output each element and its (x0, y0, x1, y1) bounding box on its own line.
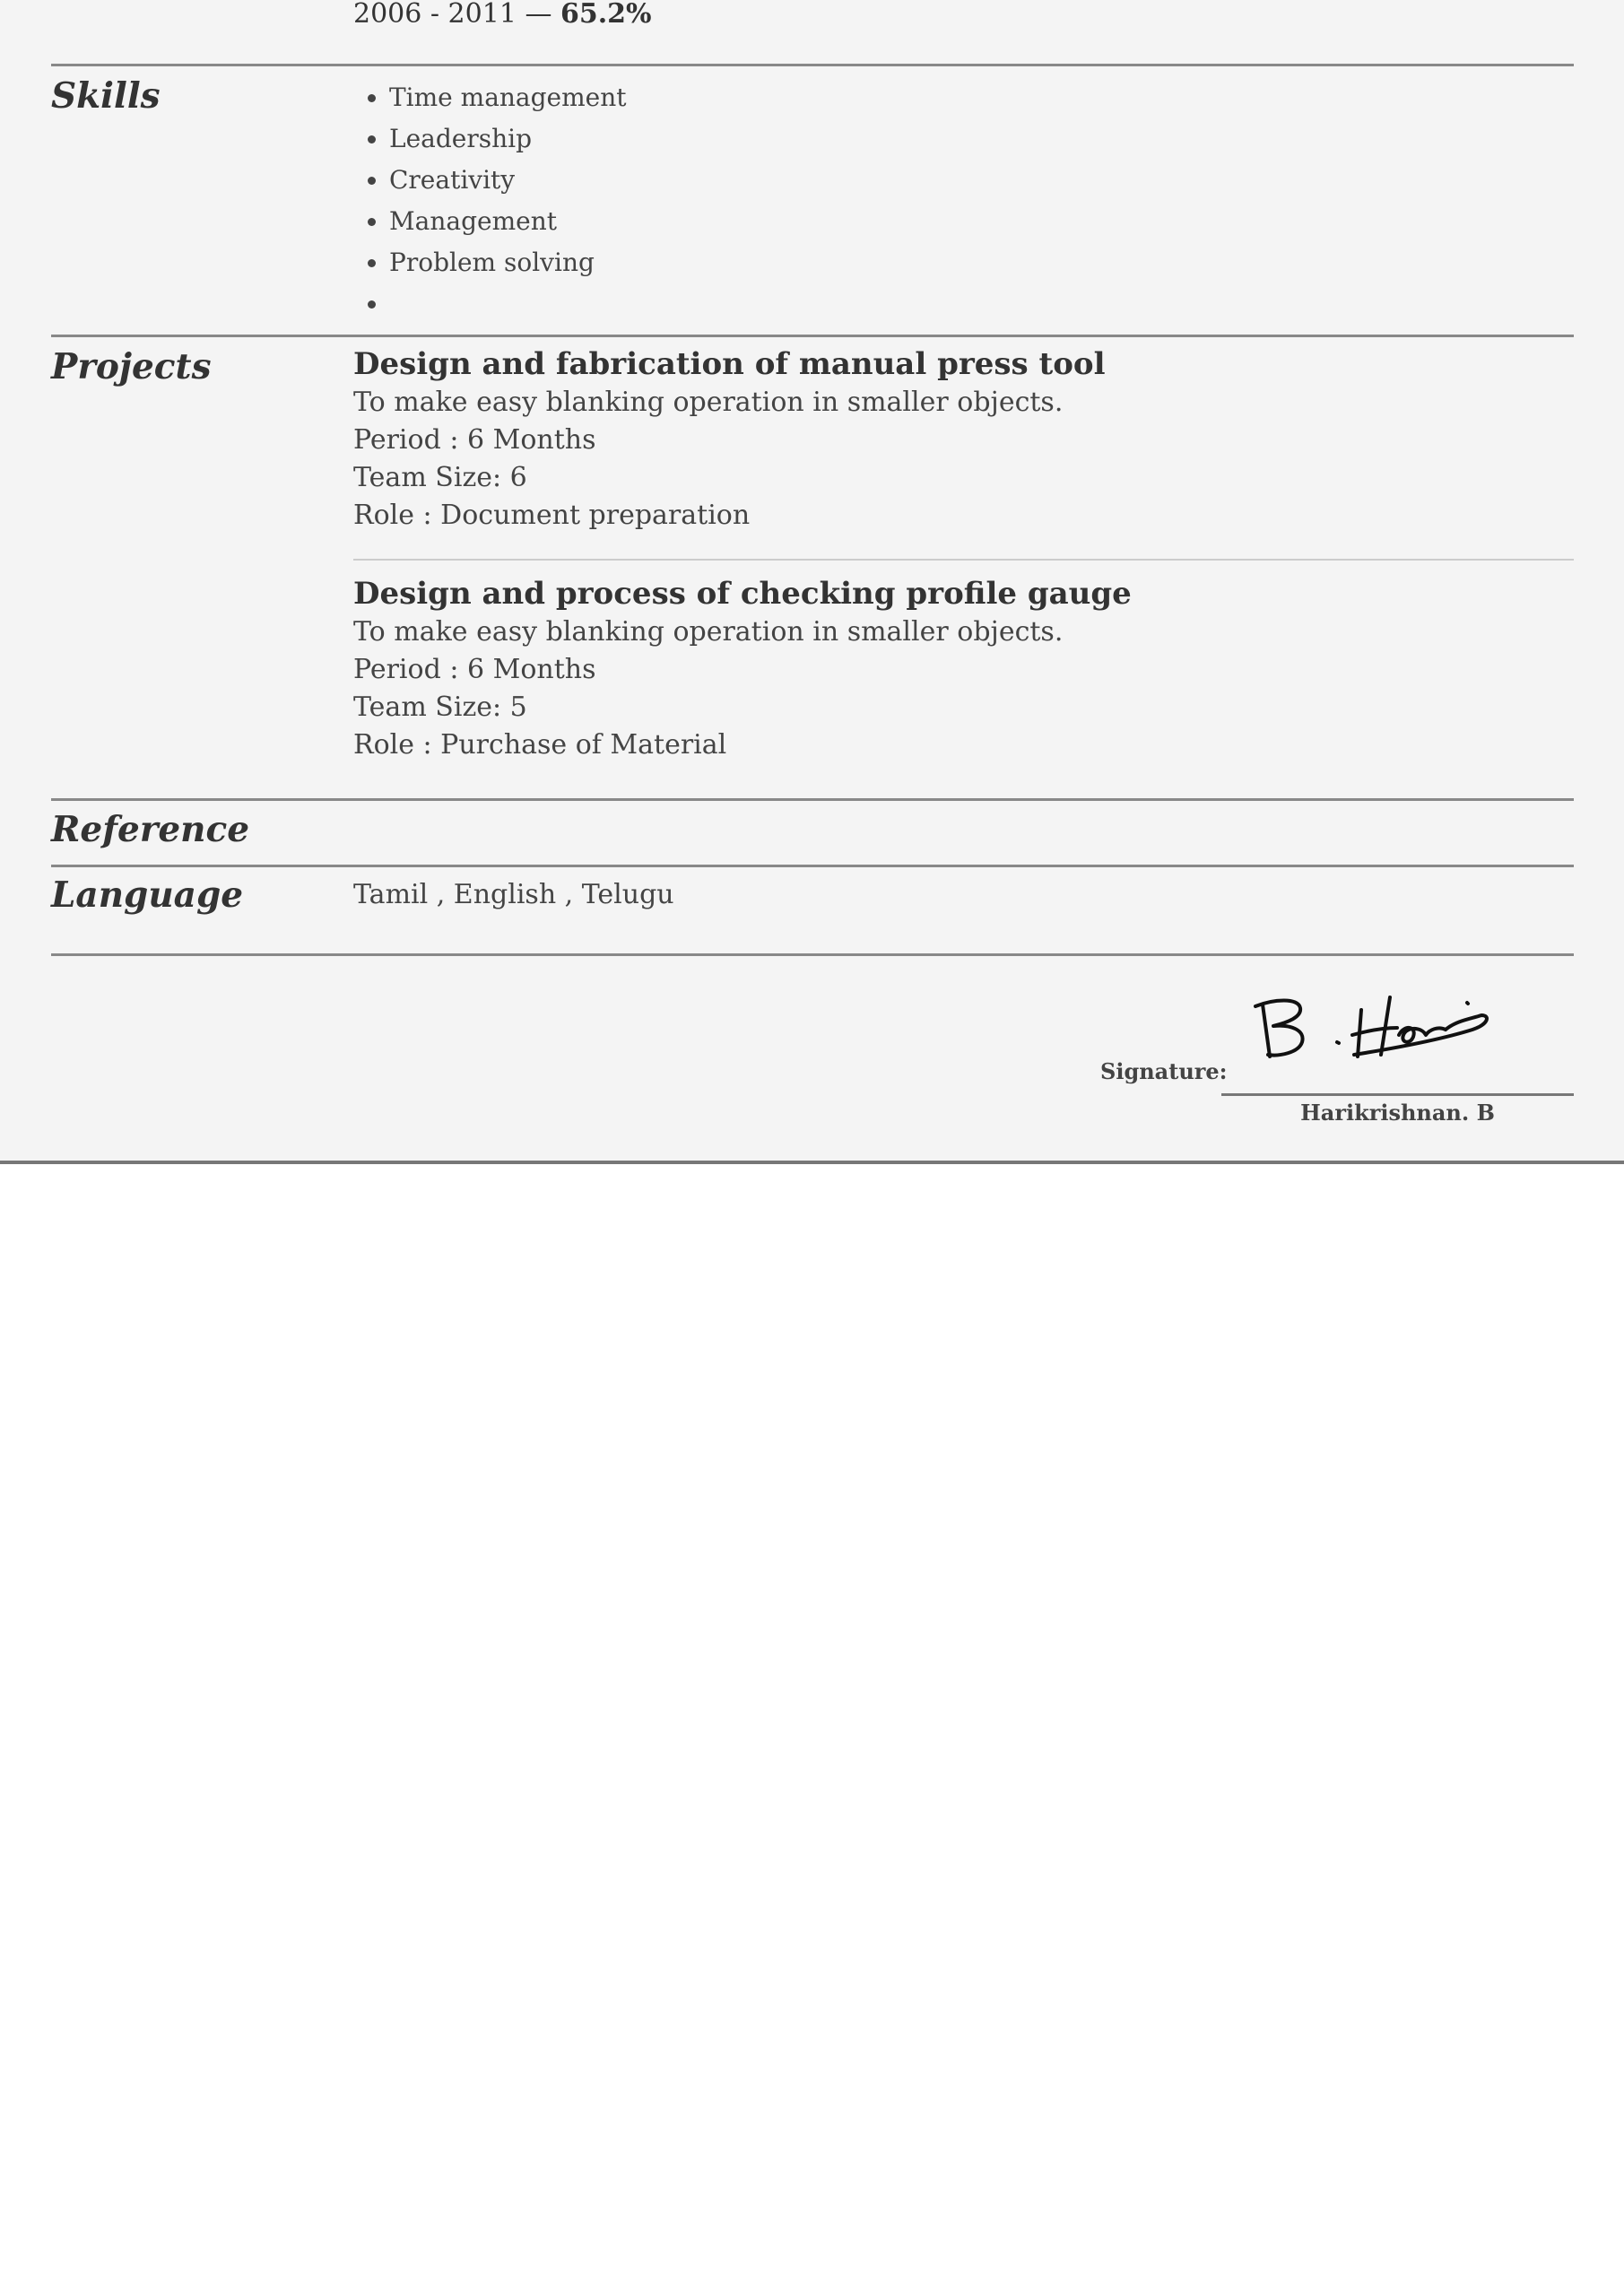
project-divider (353, 559, 1574, 561)
section-title-language: Language (51, 874, 244, 916)
project-name: Design and fabrication of manual press tool (353, 346, 1106, 382)
section-title-projects: Projects (51, 346, 212, 387)
project-description: To make easy blanking operation in smaller objects. (353, 616, 1064, 648)
language-list: Tamil , English , Telugu (353, 879, 674, 910)
project-name: Design and process of checking profile gauge (353, 576, 1132, 612)
section-divider (51, 953, 1574, 956)
section-divider (51, 335, 1574, 337)
skill-item: • Creativity (389, 160, 627, 201)
project-period: Period : 6 Months (353, 654, 596, 685)
section-divider (51, 798, 1574, 801)
signature-name: Harikrishnan. B (1300, 1100, 1495, 1126)
signature-line (1221, 1093, 1574, 1096)
signature-label: Signature: (1100, 1058, 1228, 1084)
signature-image (1246, 985, 1498, 1065)
education-years-score (353, 0, 652, 32)
education-years: 2006 - 2011 — (353, 0, 560, 30)
skills-list (353, 77, 627, 325)
skill-item: • Time management (389, 77, 627, 118)
skill-item: • Problem solving (389, 242, 627, 283)
project-role: Role : Document preparation (353, 500, 751, 531)
project-item (353, 344, 1519, 535)
section-divider (51, 865, 1574, 867)
project-team-size: Team Size: 6 (353, 462, 527, 493)
section-divider (51, 64, 1574, 66)
project-period: Period : 6 Months (353, 424, 596, 456)
project-role: Role : Purchase of Material (353, 729, 727, 761)
project-item (353, 574, 1519, 764)
skill-item: • Management (389, 201, 627, 242)
project-description: To make easy blanking operation in smaller objects. (353, 387, 1064, 418)
education-score: 65.2% (560, 0, 652, 30)
section-title-reference: Reference (51, 809, 250, 850)
skill-item: • Leadership (389, 118, 627, 160)
skill-item (389, 283, 627, 325)
project-team-size: Team Size: 5 (353, 691, 527, 723)
section-title-skills: Skills (51, 75, 161, 117)
